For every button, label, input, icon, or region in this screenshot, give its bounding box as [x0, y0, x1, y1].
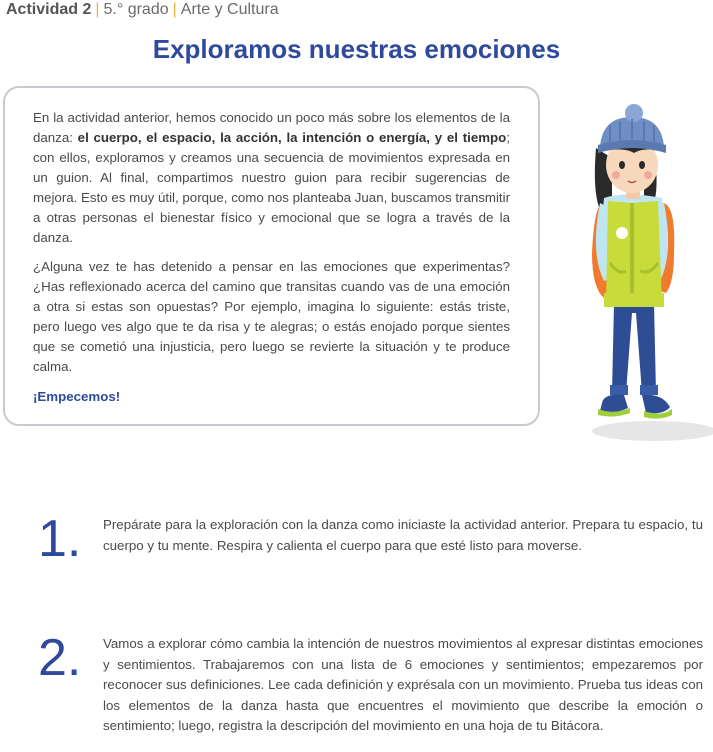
- girl-with-backpack-illustration: [574, 103, 713, 453]
- page-header: [6, 0, 279, 20]
- intro-text: En la actividad anterior, hemos conocido un poco más sobre los elementos de la danza:: [33, 110, 510, 145]
- intro-box: [3, 86, 540, 426]
- step-text: Prepárate para la exploración con la danza como iniciaste la actividad anterior. Prepara tu espacio, tu cuerpo y tu mente. Respira y calienta el cuerpo para que esté listo para moverse.: [103, 517, 703, 553]
- header-separator: |: [172, 1, 177, 18]
- start-label: ¡Empecemos!: [33, 389, 121, 404]
- intro-paragraph-2: ¿Alguna vez te has detenido a pensar en las emociones que experimentas? ¿Has reflexionado acerca del camino que transitas cuando vas de una emoción a otra si estas son opuestas? Por ejemplo, imagina lo siguiente: estás triste, pero luego ves algo que te da risa y te alegras; o estás enojado porque sientes que se cometió una injusticia, pero luego se revierte la situación y te produce calma.: [33, 259, 510, 374]
- header-separator: |: [95, 1, 100, 18]
- subject-label: Arte y Cultura: [180, 1, 279, 18]
- intro-text: ; con ellos, exploramos y creamos una secuencia de movimientos expresada en un guion. Al final, compartimos nuestro guion para recibir sugerencias de mejora. Esto es muy útil, porque, como nos planteaba Juan, buscamos transmitir a otras personas el bienestar físico y emocional que se logra a través de la danza.: [33, 130, 510, 245]
- activity-label: Actividad 2: [6, 1, 92, 18]
- intro-paragraph-1: [33, 108, 510, 248]
- page-title: Exploramos nuestras emociones: [152, 34, 561, 64]
- step-number: 1.: [38, 510, 82, 568]
- step-text: Vamos a explorar cómo cambia la intención de nuestros movimientos al expresar distintas emociones y sentimientos. Trabajaremos con una lista de 6 emociones y sentimientos; empezaremos por reconocer sus definiciones. Lee cada definición y exprésala con un movimiento. Prueba tus ideas con los elementos de la danza hasta que encuentres el movimiento que describe la emoción o sentimiento; luego, registra la descripción del movimiento en una hoja de tu Bitácora.: [103, 636, 703, 733]
- dance-elements-bold: el cuerpo, el espacio, la acción, la intención o energía, y el tiempo: [77, 130, 507, 145]
- grade-label: 5.° grado: [103, 1, 169, 18]
- step-number: 2.: [38, 629, 82, 687]
